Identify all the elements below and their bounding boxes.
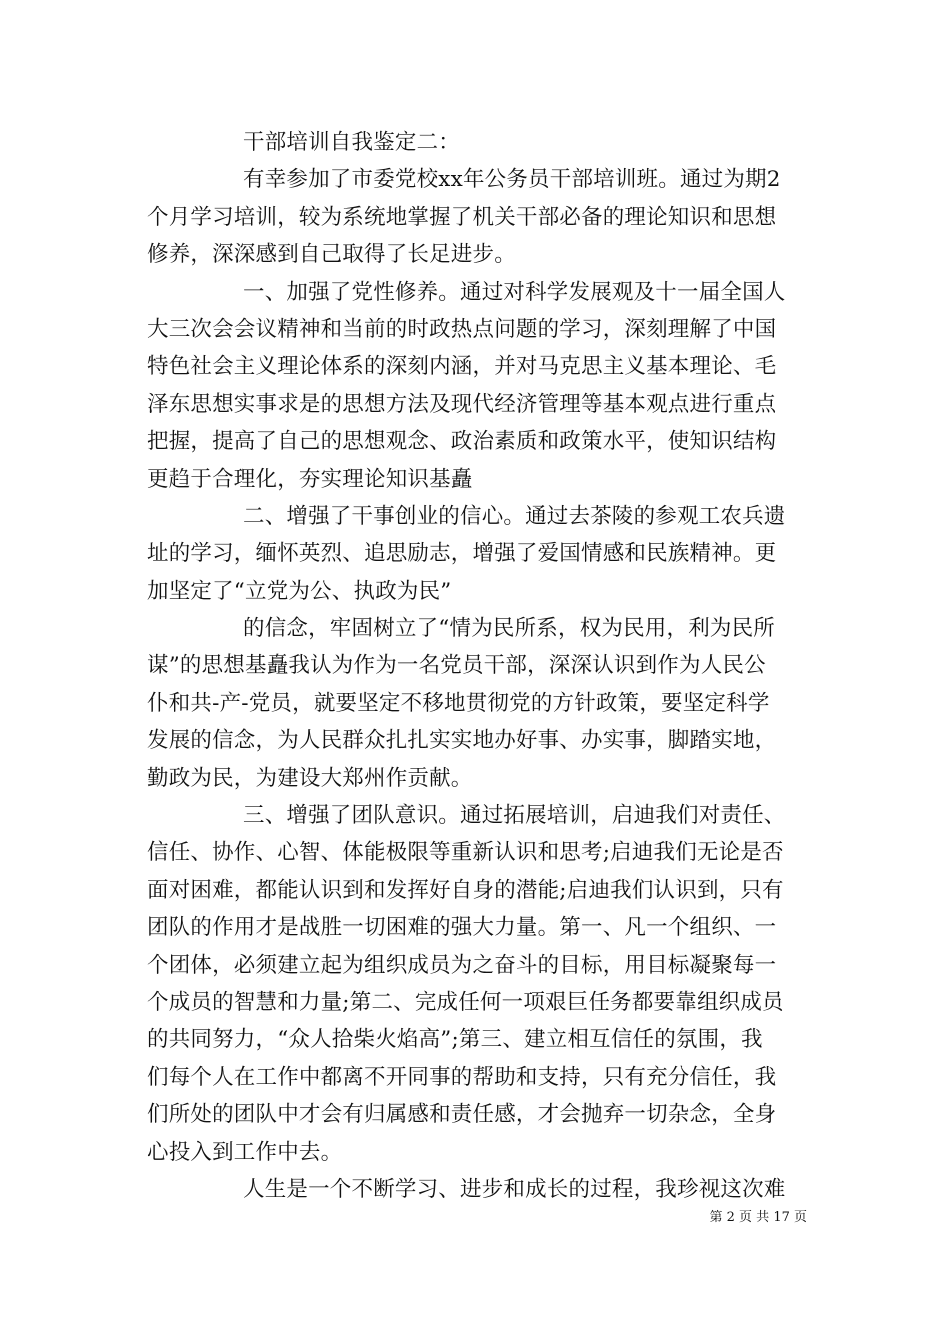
text-line: 把握，提高了自己的思想观念、政治素质和政策水平，使知识结构	[147, 429, 777, 455]
text-line: 信任、协作、心智、体能极限等重新认识和思考;启迪我们无论是否	[147, 840, 784, 866]
text-line: 心投入到工作中去。	[147, 1139, 343, 1165]
text-line: 修养，深深感到自己取得了长足进步。	[147, 242, 516, 268]
text-line: 人生是一个不断学习、进步和成长的过程，我珍视这次难	[243, 1176, 786, 1202]
text-line: 特色社会主义理论体系的深刻内涵，并对马克思主义基本理论、毛	[147, 354, 777, 380]
text-line: 个月学习培训，较为系统地掌握了机关干部必备的理论知识和思想	[147, 204, 777, 230]
text-line: 更趋于合理化，夯实理论知识基矗	[147, 466, 473, 492]
text-line: 有幸参加了市委党校xx年公务员干部培训班。通过为期2	[243, 167, 781, 193]
text-line: 三、增强了团队意识。通过拓展培训，启迪我们对责任、	[243, 803, 786, 829]
text-line: 面对困难，都能认识到和发挥好自身的潜能;启迪我们认识到，只有	[147, 877, 784, 903]
section-heading: 干部培训自我鉴定二：	[243, 130, 461, 155]
text-line: 仆和共-产-党员，就要坚定不移地贯彻党的方针政策，要坚定科学	[147, 690, 770, 716]
text-line: 们所处的团队中才会有归属感和责任感，才会抛弃一切杂念，全身	[147, 1102, 777, 1128]
text-line: 谋”的思想基矗我认为作为一名党员干部，深深认识到作为人民公	[147, 653, 766, 679]
text-line: 们每个人在工作中都离不开同事的帮助和支持，只有充分信任，我	[147, 1064, 777, 1090]
text-line: 泽东思想实事求是的思想方法及现代经济管理等基本观点进行重点	[147, 391, 777, 417]
text-line: 址的学习，缅怀英烈、追思励志，增强了爱国情感和民族精神。更	[147, 541, 777, 567]
text-line: 加坚定了“立党为公、执政为民”	[147, 578, 452, 604]
page-number: 第 2 页 共 17 页	[709, 1210, 807, 1225]
text-line: 个团体，必须建立起为组织成员为之奋斗的目标，用目标凝聚每一	[147, 952, 777, 978]
text-line: 大三次会会议精神和当前的时政热点问题的学习，深刻理解了中国	[147, 316, 777, 342]
text-line: 个成员的智慧和力量;第二、完成任何一项艰巨任务都要靠组织成员	[147, 989, 784, 1015]
text-line: 发展的信念，为人民群众扎扎实实地办好事、办实事，脚踏实地，	[147, 728, 777, 754]
document-body	[147, 124, 807, 1208]
text-line: 的信念，牢固树立了“情为民所系，权为民用，利为民所	[243, 616, 775, 642]
text-line: 勤政为民，为建设大郑州作贡献。	[147, 765, 473, 791]
text-line: 团队的作用才是战胜一切困难的强大力量。第一、凡一个组织、一	[147, 915, 777, 941]
text-line: 一、加强了党性修养。通过对科学发展观及十一届全国人	[243, 279, 786, 305]
text-line: 二、增强了干事创业的信心。通过去茶陵的参观工农兵遗	[243, 503, 786, 529]
text-line: 的共同努力，“众人拾柴火焰高”;第三、建立相互信任的氛围，我	[147, 1027, 763, 1053]
